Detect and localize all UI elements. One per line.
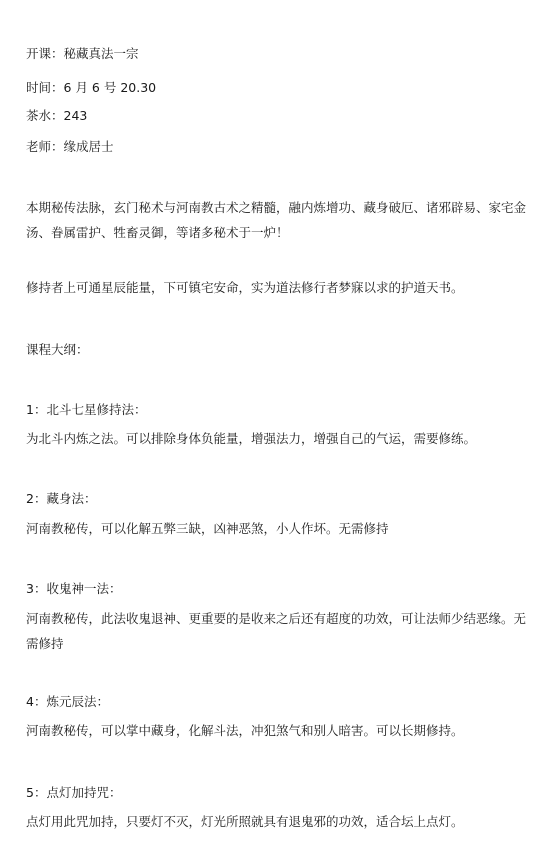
outline-item-desc: 河南教秘传，可以化解五弊三缺，凶神恶煞，小人作坏。无需修持 [26,521,389,536]
time-label: 时间： [26,80,64,95]
course-line [26,42,535,66]
tea-line [26,104,535,128]
time-value: 6 月 6 号 20.30 [63,80,157,95]
intro-paragraph-2: 修持者上可通星辰能量，下可镇宅安命，实为道法修行者梦寐以求的护道天书。 [26,280,464,295]
outline-item-desc: 河南教秘传，可以掌中藏身，化解斗法，冲犯煞气和别人暗害。可以长期修持。 [26,723,464,738]
outline-item-heading: 5：点灯加持咒： [26,785,122,800]
outline-item-heading: 4：炼元辰法： [26,694,109,709]
outline-item-desc: 河南教秘传，此法收鬼退神、更重要的是收来之后还有超度的功效，可让法师少结恶缘。无需修持 [26,611,527,651]
outline-title: 课程大纲： [26,342,89,357]
tea-value: 243 [63,108,88,123]
outline-item-heading: 2：藏身法： [26,491,97,506]
time-line [26,76,535,100]
teacher-value: 缘成居士 [63,139,114,154]
intro-paragraph-1: 本期秘传法脉，玄门秘术与河南教古术之精髓，融内炼增功、藏身破厄、诸邪辟易、家宅金汤、眷属雷护、牲畜灵御，等诸多秘术于一炉！ [26,200,527,240]
teacher-label: 老师： [26,139,64,154]
course-value: 秘藏真法一宗 [63,46,139,61]
outline-item-heading: 3：收鬼神一法： [26,581,122,596]
tea-label: 茶水： [26,108,64,123]
outline-item-desc: 点灯用此咒加持，只要灯不灭，灯光所照就具有退鬼邪的功效，适合坛上点灯。 [26,814,464,829]
teacher-line [26,135,535,159]
course-label: 开课： [26,46,64,61]
outline-item-desc: 为北斗内炼之法。可以排除身体负能量，增强法力，增强自己的气运，需要修练。 [26,431,477,446]
outline-item-heading: 1：北斗七星修持法： [26,402,147,417]
